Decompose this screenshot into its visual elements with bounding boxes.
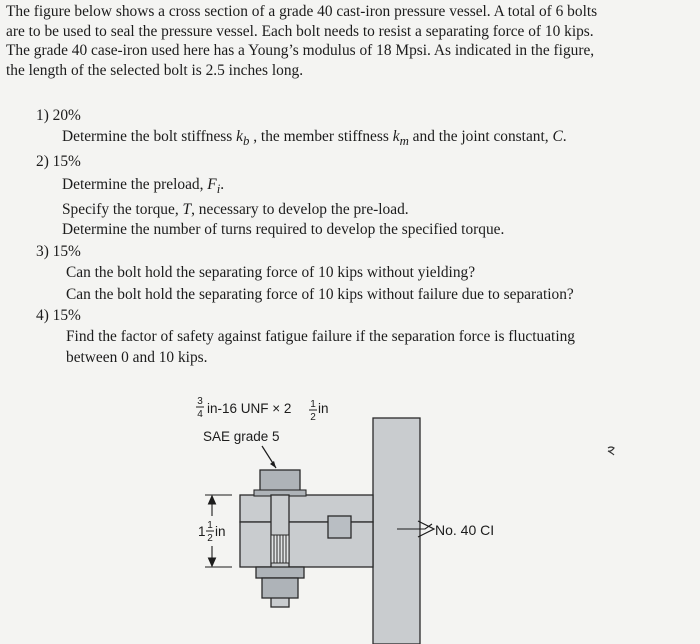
intro-line-2: are to be used to seal the pressure vessel. Each bolt needs to resist a separating force of 10 kips. [6,22,594,40]
upper-flange [240,495,373,522]
question-3-number: 3) 15% [36,243,81,260]
stray-mark [608,447,614,455]
leader-arrowhead [270,461,276,468]
question-1-line-1: Determine the bolt stiffness $k_b$ , the member stiffness $k_m$ and the joint constant, C. [62,128,567,149]
question-2-number: 2) 15% [36,153,81,170]
intro-line-4: the length of the selected bolt is 2.5 inches long. [6,61,304,79]
grip-dimension-label [198,520,226,544]
question-3-line-2: Can the bolt hold the separating force of 10 kips without failure due to separation? [66,286,574,303]
bolt-spec-label [196,396,329,444]
question-2-line-3: Determine the number of turns required to develop the specified torque. [62,221,505,238]
bolted-joint-figure [0,380,700,644]
dim-whole: 1 [198,524,206,539]
material-label: No. 40 CI [435,522,495,538]
bolt-spec-frac-num: 3 [197,396,203,407]
vessel-wall [373,418,420,644]
intro-line-1: The figure below shows a cross section of a grade 40 cast-iron pressure vessel. A total of 6 bolts [6,3,598,20]
bolt-grade-label: SAE grade 5 [203,429,280,444]
question-4-number: 4) 15% [36,307,81,324]
problem-statement [6,2,694,80]
dim-unit: in [215,524,226,539]
question-2-line-2: Specify the torque, T, necessary to develop the pre-load. [62,201,409,218]
bolt-spec-frac-den: 4 [197,409,203,420]
dim-den: 2 [207,533,213,544]
bolt-spec-text: in-16 UNF × 2 [207,401,292,416]
bolt-spec-unit: in [318,401,329,416]
question-3-line-1: Can the bolt hold the separating force of 10 kips without yielding? [66,264,476,281]
bolt-spec-len-den: 2 [310,412,316,423]
intro-line-3: The grade 40 case-iron used here has a Young’s modulus of 18 Mpsi. As indicated in the figure, [6,42,595,59]
question-1-number: 1) 20% [36,107,81,124]
bolt-spec-len-num: 1 [310,399,316,410]
gasket-block [328,516,351,538]
question-4-line-2: between 0 and 10 kips. [66,349,208,366]
question-2-line-1: Determine the preload, $F_i$. [62,176,225,197]
dim-num: 1 [207,520,213,531]
lower-flange [240,522,373,567]
question-4-line-1: Find the factor of safety against fatigue failure if the separation force is fluctuating [66,328,575,345]
nut [262,578,298,598]
nut-washer [256,567,304,578]
